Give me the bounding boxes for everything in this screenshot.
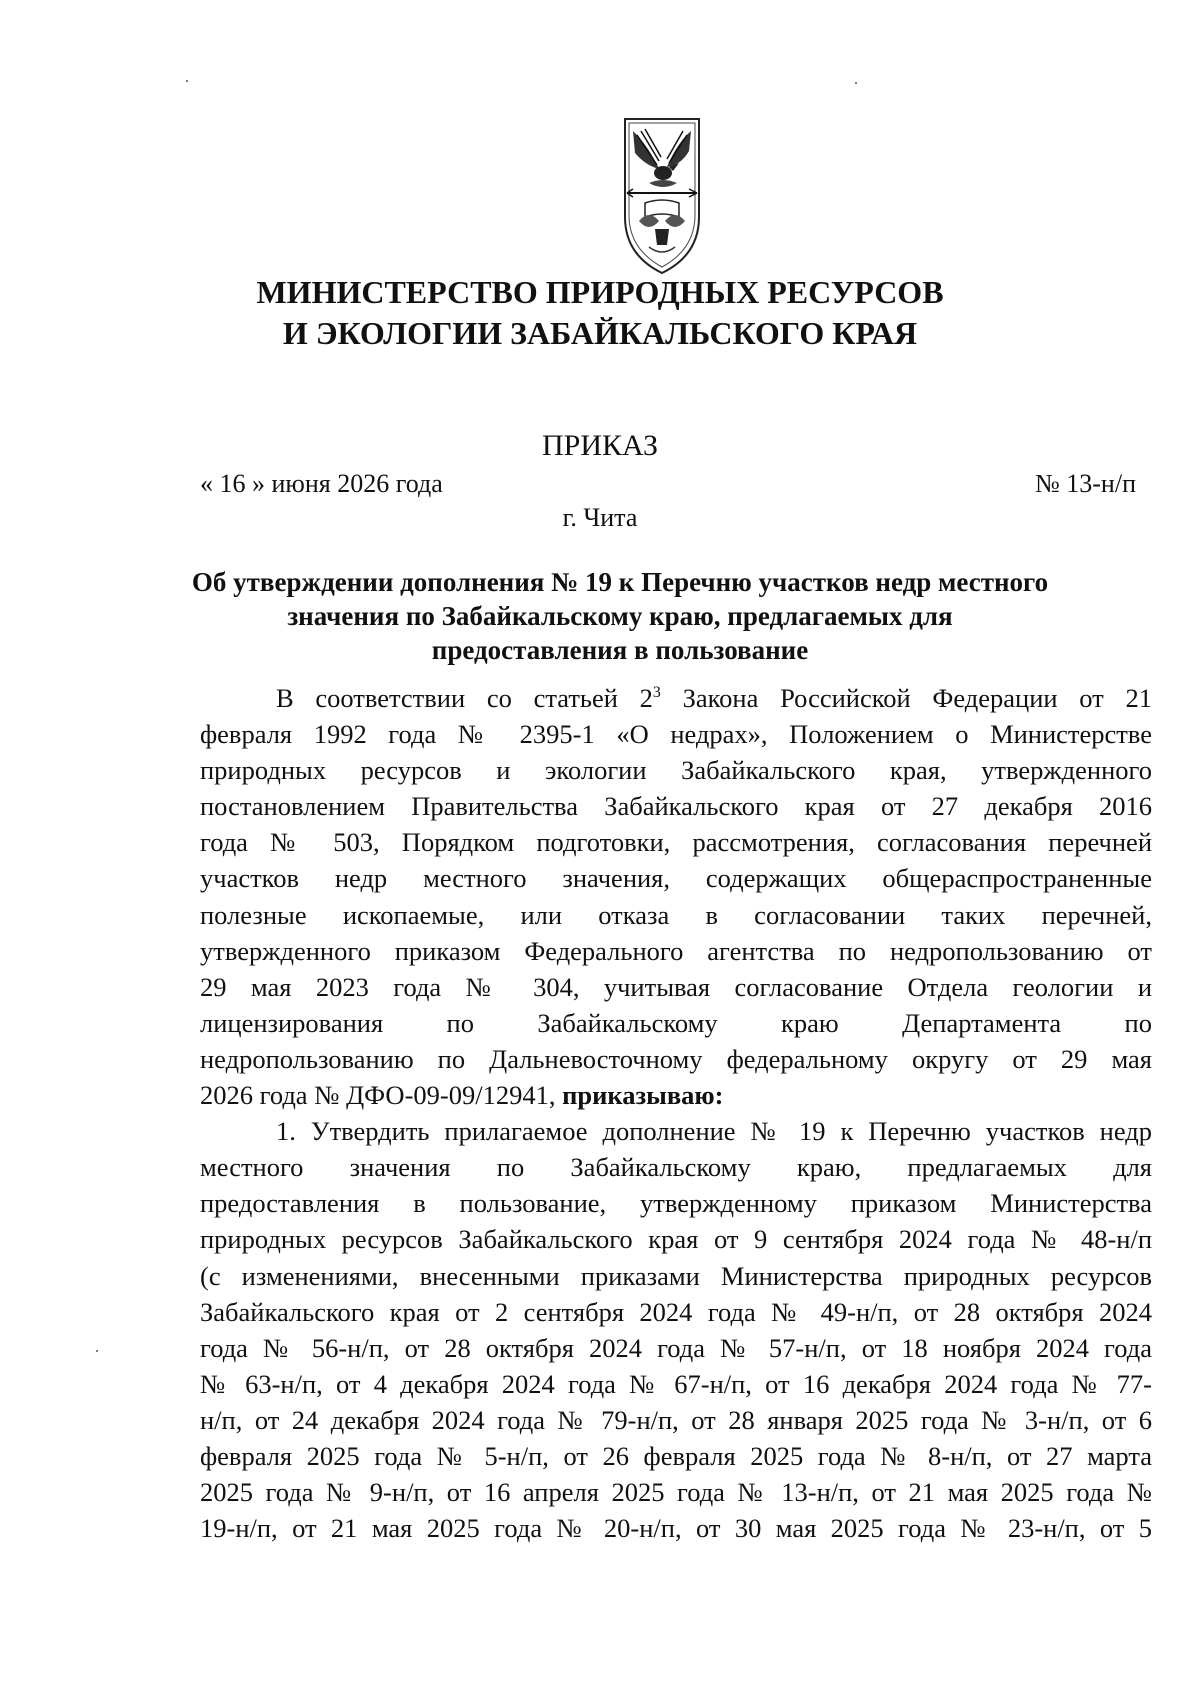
body-line: участков недр местного значения, содержащих общераспространенные	[200, 863, 1152, 894]
order-number: № 13-н/п	[1034, 469, 1136, 498]
body-line: недропользованию по Дальневосточному федеральному округу от 29 мая	[200, 1043, 1152, 1074]
order-title-line: предоставления в пользование	[431, 635, 809, 665]
body-line: полезные ископаемые, или отказа в согласовании таких перечней,	[200, 899, 1152, 930]
order-verb: приказываю:	[562, 1080, 724, 1111]
body-line: н/п, от 24 декабря 2024 года № 79-н/п, от 28 января 2025 года № 3-н/п, от 6	[200, 1404, 1152, 1435]
body-text: Закона Российской Федерации от 21	[660, 683, 1152, 713]
body-line	[200, 1077, 1152, 1113]
order-body	[200, 680, 1152, 1546]
body-line: года № 56-н/п, от 28 октября 2024 года № 57-н/п, от 18 ноября 2024 года	[200, 1332, 1152, 1363]
body-line: местного значения по Забайкальскому краю, предлагаемых для	[200, 1152, 1152, 1183]
body-text: 2026 года № ДФО-09-09/12941,	[200, 1080, 563, 1111]
body-line: постановлением Правительства Забайкальского края от 27 декабря 2016	[200, 791, 1152, 822]
body-line: февраля 2025 года № 5-н/п, от 26 февраля 2025 года № 8-н/п, от 27 марта	[200, 1440, 1152, 1471]
body-line: 29 мая 2023 года № 304, учитывая согласование Отдела геологии и	[200, 971, 1152, 1002]
body-line: года № 503, Порядком подготовки, рассмотрения, согласования перечней	[200, 827, 1152, 858]
body-line: лицензирования по Забайкальскому краю Департамента по	[200, 1007, 1152, 1038]
order-city: г. Чита	[562, 503, 638, 532]
body-line: Забайкальского края от 2 сентября 2024 года № 49-н/п, от 28 октября 2024	[200, 1296, 1152, 1327]
body-line: природных ресурсов и экологии Забайкальского края, утвержденного	[200, 755, 1152, 786]
body-text: В соответствии со статьей 2	[276, 683, 653, 713]
order-title-line: Об утверждении дополнения № 19 к Перечню участков недр местного	[191, 567, 1049, 597]
scan-speck	[96, 1350, 98, 1352]
body-line: природных ресурсов Забайкальского края от 9 сентября 2024 года № 48-н/п	[200, 1224, 1152, 1255]
body-line: февраля 1992 года № 2395-1 «О недрах», Положением о Министерстве	[200, 719, 1152, 750]
order-title	[180, 565, 1060, 667]
order-date: « 16 » июня 2026 года	[200, 469, 443, 498]
article-superscript: 3	[652, 684, 661, 702]
body-line: утвержденного приказом Федерального агентства по недропользованию от	[200, 935, 1152, 966]
order-title-line: значения по Забайкальскому краю, предлагаемых для	[287, 601, 953, 631]
scan-speck	[855, 82, 857, 84]
coat-of-arms-icon	[619, 117, 705, 277]
scan-speck	[186, 80, 188, 82]
ministry-name-line-1: МИНИСТЕРСТВО ПРИРОДНЫХ РЕСУРСОВ	[256, 274, 944, 310]
document-type: ПРИКАЗ	[542, 429, 658, 462]
body-line: предоставления в пользование, утвержденному приказом Министерства	[200, 1188, 1152, 1219]
body-line: № 63-н/п, от 4 декабря 2024 года № 67-н/п, от 16 декабря 2024 года № 77-	[200, 1368, 1152, 1399]
body-line: 19-н/п, от 21 мая 2025 года № 20-н/п, от 30 мая 2025 года № 23-н/п, от 5	[200, 1513, 1152, 1544]
ministry-name-line-2: И ЭКОЛОГИИ ЗАБАЙКАЛЬСКОГО КРАЯ	[282, 315, 918, 351]
body-line: 2025 года № 9-н/п, от 16 апреля 2025 года № 13-н/п, от 21 мая 2025 года №	[200, 1477, 1152, 1508]
body-line: (с изменениями, внесенными приказами Министерства природных ресурсов	[200, 1260, 1152, 1291]
body-line: 1. Утвердить прилагаемое дополнение № 19 к Перечню участков недр	[276, 1116, 1152, 1147]
body-line	[200, 680, 1152, 716]
